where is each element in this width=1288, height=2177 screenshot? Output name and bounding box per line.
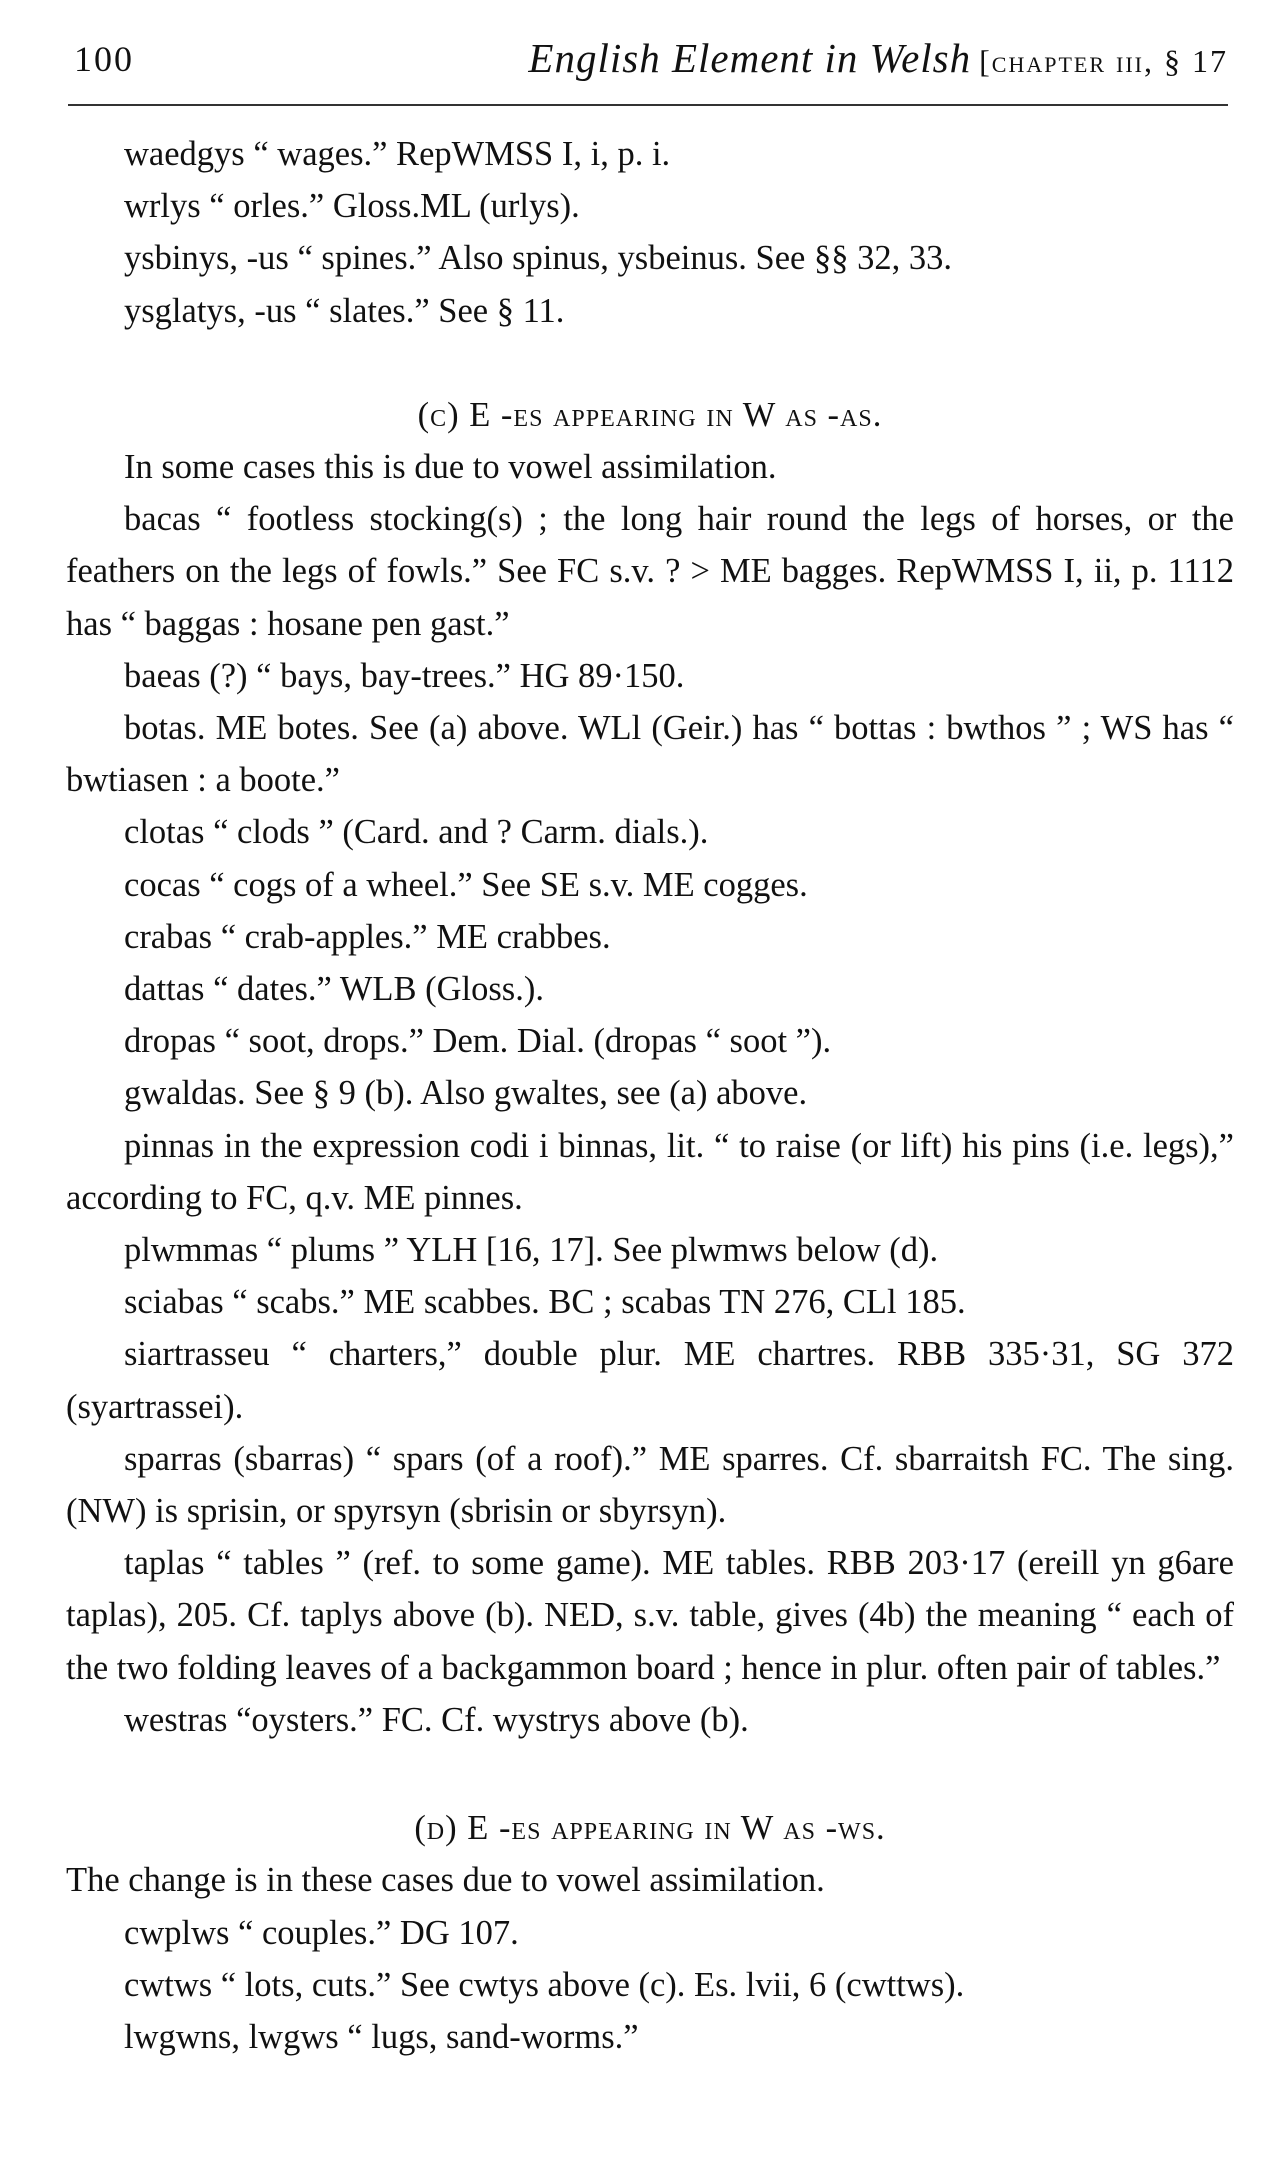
entry-siartrasseu: siartrasseu “ charters,” double plur. ME chartres. RBB 335·31, SG 372 (syartrassei). (66, 1335, 1234, 1426)
entry-plwmmas: plwmmas “ plums ” YLH [16, 17]. See plwmws below (d). (124, 1231, 939, 1270)
entry-sparras: sparras (sbarras) “ spars (of a roof).” ME sparres. Cf. sbarraitsh FC. The sing. (NW) is sprisin, or spyrsyn (sbrisin or sbyrsyn). (66, 1439, 1234, 1531)
entry-westras: westras “oysters.” FC. Cf. wystrys above (b). (124, 1700, 749, 1739)
page-number: 100 (74, 39, 134, 79)
chapter-section: [chapter iii, § 17 (979, 43, 1228, 79)
entry-ysbinys: ysbinys, -us “ spines.” Also spinus, ysbeinus. See §§ 32, 33. (124, 239, 952, 278)
running-title (528, 34, 1228, 82)
entry-crabas: crabas “ crab-apples.” ME crabbes. (124, 917, 611, 956)
entry-lwgwns: lwgwns, lwgws “ lugs, sand-worms.” (124, 2017, 639, 2056)
page-body (66, 128, 1234, 2063)
section-intro-c: In some cases this is due to vowel assimilation. (124, 448, 777, 487)
book-title: English Element in Welsh (528, 35, 972, 81)
entry-cocas: cocas “ cogs of a wheel.” See SE s.v. ME cogges. (124, 865, 808, 904)
entry-dropas: dropas “ soot, drops.” Dem. Dial. (dropas “ soot ”). (124, 1022, 832, 1061)
entry-cwtws: cwtws “ lots, cuts.” See cwtys above (c). Es. lvii, 6 (cwttws). (124, 1965, 965, 2004)
section-heading-d: (d) E -es appearing in W as -ws. (414, 1809, 886, 1848)
section-intro-d: The change is in these cases due to vowel assimilation. (66, 1861, 825, 1900)
entry-ysglatys: ysglatys, -us “ slates.” See § 11. (124, 291, 565, 330)
entry-waedgys: waedgys “ wages.” RepWMSS I, i, p. i. (124, 135, 671, 173)
entry-baeas: baeas (?) “ bays, bay-trees.” HG 89·150. (124, 656, 685, 695)
section-heading-c: (c) E -es appearing in W as -as. (417, 395, 883, 434)
entry-clotas: clotas “ clods ” (Card. and ? Carm. dials.). (124, 813, 709, 852)
entry-pinnas: pinnas in the expression codi i binnas, lit. “ to raise (or lift) his pins (i.e. legs),” according to FC, q.v. ME pinnes. (66, 1126, 1234, 1217)
header-rule (68, 104, 1228, 106)
entry-taplas: taplas “ tables ” (ref. to some game). ME tables. RBB 203·17 (ereill yn g6are taplas), 205. Cf. taplys above (b). NED, s.v. table, gives (4b) the meaning “ each of the two folding leaves of a backgammon board ; hence in plur. often pair of tables.” (66, 1544, 1234, 1687)
entry-botas: botas. ME botes. See (a) above. WLl (Geir.) has “ bottas : bwthos ” ; WS has “ bwtiasen : a boote.” (66, 709, 1234, 800)
entry-wrlys: wrlys “ orles.” Gloss.ML (urlys). (124, 187, 580, 226)
entry-sciabas: sciabas “ scabs.” ME scabbes. BC ; scabas TN 276, CLl 185. (124, 1283, 966, 1322)
entry-gwaldas: gwaldas. See § 9 (b). Also gwaltes, see (a) above. (124, 1074, 808, 1113)
running-header (66, 34, 1228, 94)
entry-dattas: dattas “ dates.” WLB (Gloss.). (124, 970, 544, 1009)
entry-bacas: bacas “ footless stocking(s) ; the long hair round the legs of horses, or the feathers on the legs of fowls.” See FC s.v. ? > ME bagges. RepWMSS I, ii, p. 1112 has “ baggas : hosane pen gast.” (66, 500, 1234, 643)
entry-cwplws: cwplws “ couples.” DG 107. (124, 1913, 519, 1952)
